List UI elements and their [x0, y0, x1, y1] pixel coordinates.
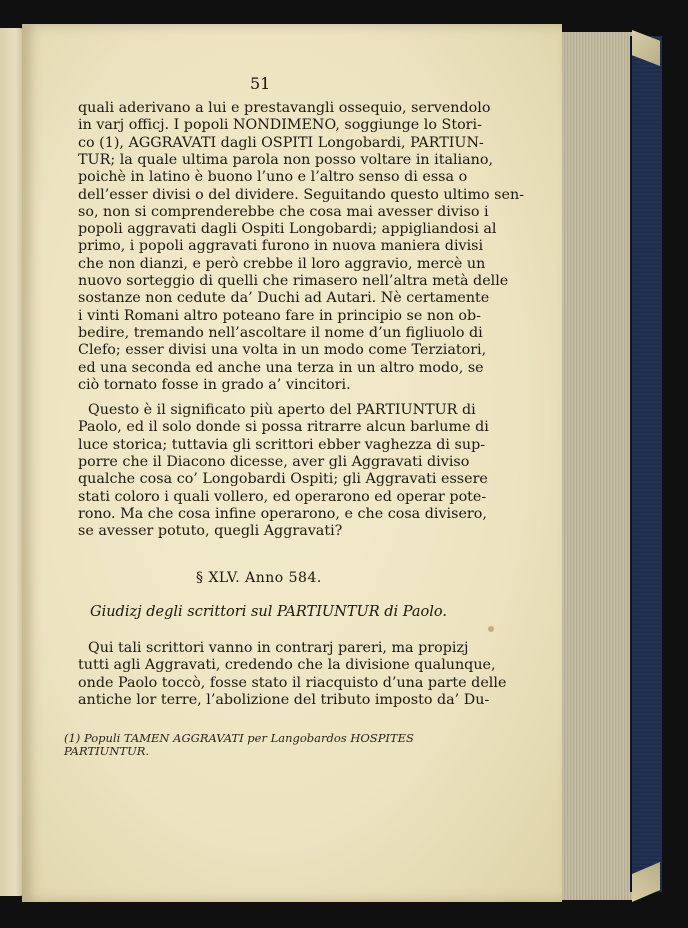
paragraph-line: che non dianzi, e però crebbe il loro aggravio, mercè un	[78, 255, 486, 272]
section-title: Giudizj degli scrittori sul PARTIUNTUR di Paolo.	[90, 604, 447, 620]
paragraph-line: dell’esser divisi o del dividere. Seguitando questo ultimo sen-	[78, 186, 525, 203]
paragraph-line: i vinti Romani altro poteano fare in principio se non ob-	[78, 307, 481, 324]
paragraph-line: poichè in latino è buono l’uno e l’altro senso di essa o	[78, 169, 468, 186]
footnote-line: (1) Populi TAMEN AGGRAVATI per Langobardos HOSPITES	[64, 731, 414, 745]
page-stain	[488, 626, 494, 632]
paragraph-line: porre che il Diacono dicesse, aver gli Aggravati diviso	[78, 453, 470, 470]
paragraph-line: so, non si comprenderebbe che cosa mai avesser diviso i	[78, 203, 489, 220]
paragraph-line: tutti agli Aggravati, credendo che la divisione qualunque,	[78, 657, 496, 674]
paragraph-line: Clefo; esser divisi una volta in un modo come Terziatori,	[78, 342, 487, 359]
paragraph-line: bedire, tremando nell’ascoltare il nome d’un figliuolo di	[78, 324, 483, 341]
paragraph-line: luce storica; tuttavia gli scrittori ebber vaghezza di sup-	[78, 436, 486, 453]
paragraph-line: Questo è il significato più aperto del PARTIUNTUR di	[88, 402, 476, 418]
paragraph-line: popoli aggravati dagli Ospiti Longobardi; appigliandosi al	[78, 221, 497, 238]
paragraph-line: stati coloro i quali vollero, ed operarono ed operar pote-	[78, 488, 487, 505]
paragraph-line: rono. Ma che cosa infine operarono, e che cosa divisero,	[78, 505, 487, 522]
paragraph-line: in varj officj. I popoli NONDIMENO, soggiunge lo Stori-	[78, 117, 482, 134]
paragraph-line: ciò tornato fosse in grado a’ vincitori.	[78, 376, 351, 393]
paragraph-line: co (1), AGGRAVATI dagli OSPITI Longobardi, PARTIUN-	[78, 134, 484, 151]
paragraph-line: TUR; la quale ultima parola non posso voltare in italiano,	[78, 151, 494, 168]
paragraph-line: sostanze non cedute da’ Duchi ad Autari. Nè certamente	[78, 290, 490, 307]
section-heading: § XLV. Anno 584.	[196, 570, 322, 586]
paragraph-line: antiche lor terre, l’abolizione del tributo imposto da’ Du-	[78, 691, 490, 708]
paragraph-line: qualche cosa co’ Longobardi Ospiti; gli Aggravati essere	[78, 471, 488, 488]
paragraph-line: Qui tali scrittori vanno in contrarj pareri, ma propizj	[88, 640, 469, 656]
book-cover-board	[630, 36, 662, 892]
page-number: 51	[250, 74, 271, 93]
paragraph-line: primo, i popoli aggravati furono in nuova maniera divisi	[78, 238, 484, 255]
paragraph-line: ed una seconda ed anche una terza in un altro modo, se	[78, 359, 484, 376]
paragraph-line: nuovo sorteggio di quelli che rimasero nell’altra metà delle	[78, 273, 509, 289]
paragraph-line: Paolo, ed il solo donde si possa ritrarre alcun barlume di	[78, 419, 489, 436]
paragraph-line: onde Paolo toccò, fosse stato il riacquisto d’una parte delle	[78, 674, 507, 691]
paragraph-line: quali aderivano a lui e prestavangli ossequio, servendolo	[78, 100, 491, 116]
paragraph-line: se avesser potuto, quegli Aggravati?	[78, 523, 343, 540]
footnote-line: PARTIUNTUR.	[64, 743, 150, 758]
